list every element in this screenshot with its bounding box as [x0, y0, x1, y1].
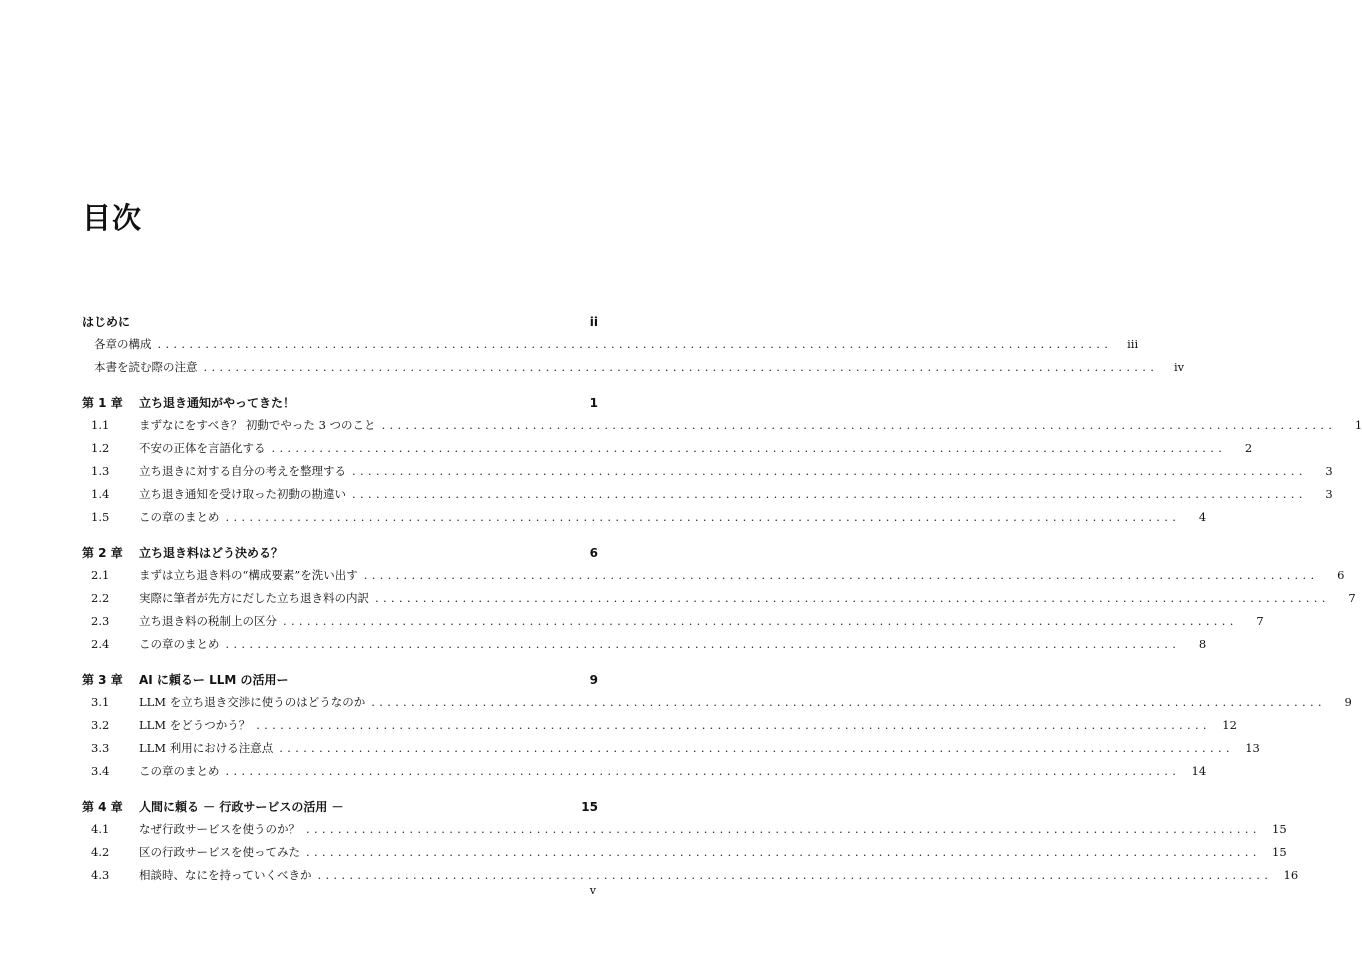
toc-leader-dots: ........................................................................................................................	[225, 510, 1181, 524]
chapter-title: AI に頼るー LLM の活用ー	[139, 673, 289, 687]
section-title: 実際に筆者が先方にだした立ち退き料の内訳	[139, 591, 369, 605]
toc-leader-dots: ........................................................................................................................	[256, 718, 1211, 732]
toc-subentry[interactable]	[82, 333, 1139, 356]
section-page: 8	[1198, 637, 1207, 651]
toc-leader-dots: ........................................................................................................................	[271, 441, 1227, 455]
section-number: 3.2	[91, 718, 110, 732]
toc-chapter-4	[82, 796, 1299, 887]
toc-leader-dots: ........................................................................................................................	[279, 741, 1234, 755]
section-title: 相談時、なにを持っていくべきか	[139, 868, 312, 882]
toc-leader-dots: ........................................................................................................................	[371, 695, 1326, 709]
section-title: 不安の正体を言語化する	[139, 441, 266, 455]
chapter-page: 9	[589, 673, 598, 687]
section-page: 15	[1272, 845, 1287, 859]
chapter-title: 立ち退き通知がやってきた！	[139, 396, 296, 410]
toc-leader-dots: ........................................................................................................................	[306, 845, 1261, 859]
toc-section[interactable]	[82, 691, 1352, 714]
toc-subentry-title: 各章の構成	[94, 337, 152, 351]
toc-subentry-title: 本書を読む際の注意	[94, 360, 198, 374]
toc-section[interactable]	[82, 633, 1207, 656]
toc-chapter-heading[interactable]	[82, 796, 598, 818]
section-number: 4.2	[91, 845, 110, 859]
toc-subentry[interactable]	[82, 356, 1185, 379]
section-page: 15	[1272, 822, 1287, 836]
section-number: 1.5	[91, 510, 110, 524]
section-number: 2.2	[91, 591, 110, 605]
page-title: 目次	[82, 201, 143, 235]
section-number: 2.1	[91, 568, 110, 582]
toc-leader-dots: ........................................................................................................................	[381, 418, 1337, 432]
toc-leader-dots: ........................................................................................................................	[375, 591, 1330, 605]
toc-chapter-heading[interactable]	[82, 542, 598, 564]
chapter-title: 立ち退き料はどう決める？	[139, 546, 284, 560]
section-title: まずは立ち退き料の“構成要素”を洗い出す	[139, 568, 358, 582]
toc-section[interactable]	[82, 483, 1333, 506]
section-page: 3	[1325, 487, 1333, 501]
section-page: 14	[1191, 764, 1207, 778]
toc-section[interactable]	[82, 864, 1299, 887]
section-number: 1.1	[91, 418, 110, 432]
chapter-label: 第 4 章	[82, 800, 123, 814]
section-page: 12	[1222, 718, 1237, 732]
toc-entry-page: ii	[589, 315, 598, 329]
chapter-title: 人間に頼る － 行政サービスの活用 －	[139, 800, 344, 814]
section-title: この章のまとめ	[139, 637, 220, 651]
section-number: 2.4	[91, 637, 110, 651]
toc-subentry-page: iii	[1127, 337, 1139, 351]
section-title: この章のまとめ	[139, 510, 220, 524]
section-page: 13	[1245, 741, 1260, 755]
toc-chapter-heading[interactable]	[82, 392, 598, 414]
toc-section[interactable]	[82, 760, 1207, 783]
section-page: 16	[1283, 868, 1299, 882]
toc-leader-dots: ........................................................................................................................	[306, 822, 1261, 836]
toc-leader-dots: ........................................................................................................................	[225, 637, 1181, 651]
table-of-contents	[82, 311, 1362, 900]
section-page: 4	[1198, 510, 1207, 524]
toc-entry-title: はじめに	[82, 315, 131, 329]
toc-leader-dots: ........................................................................................................................	[363, 568, 1319, 582]
section-title: LLM をどうつかう？	[139, 718, 251, 732]
section-page: 1	[1354, 418, 1362, 432]
toc-leader-dots: ........................................................................................................................	[157, 337, 1113, 351]
section-title: 立ち退き料の税制上の区分	[139, 614, 277, 628]
chapter-label: 第 1 章	[82, 396, 123, 410]
toc-entry-front[interactable]	[82, 311, 598, 333]
section-title: LLM 利用における注意点	[139, 741, 274, 755]
toc-section[interactable]	[82, 506, 1207, 529]
toc-section[interactable]	[82, 818, 1287, 841]
section-page: 6	[1337, 568, 1345, 582]
section-title: 立ち退きに対する自分の考えを整理する	[139, 464, 346, 478]
section-number: 1.3	[91, 464, 110, 478]
toc-section[interactable]	[82, 714, 1237, 737]
toc-chapter-2	[82, 542, 1356, 656]
toc-section[interactable]	[82, 414, 1362, 437]
section-number: 3.4	[91, 764, 110, 778]
section-number: 1.4	[91, 487, 110, 501]
toc-leader-dots: ........................................................................................................................	[352, 464, 1307, 478]
toc-leader-dots: ........................................................................................................................	[352, 487, 1307, 501]
toc-section[interactable]	[82, 610, 1264, 633]
chapter-label: 第 3 章	[82, 673, 123, 687]
section-page: 7	[1256, 614, 1264, 628]
toc-chapter-3	[82, 669, 1352, 783]
section-page: 3	[1325, 464, 1333, 478]
section-number: 3.3	[91, 741, 110, 755]
chapter-page: 1	[589, 396, 598, 410]
toc-section[interactable]	[82, 737, 1260, 760]
page-number: v	[589, 884, 596, 897]
toc-leader-dots: ........................................................................................................................	[283, 614, 1238, 628]
chapter-label: 第 2 章	[82, 546, 123, 560]
toc-front-matter	[82, 311, 1185, 379]
section-title: この章のまとめ	[139, 764, 220, 778]
toc-leader-dots: ........................................................................................................................	[225, 764, 1181, 778]
section-page: 2	[1244, 441, 1253, 455]
section-title: なぜ行政サービスを使うのか？	[139, 822, 300, 836]
toc-chapter-1	[82, 392, 1362, 529]
toc-section[interactable]	[82, 841, 1287, 864]
section-page: 7	[1348, 591, 1356, 605]
section-number: 4.1	[91, 822, 110, 836]
toc-section[interactable]	[82, 587, 1356, 610]
toc-section[interactable]	[82, 460, 1333, 483]
section-title: 立ち退き通知を受け取った初動の勘違い	[139, 487, 346, 501]
section-title: 区の行政サービスを使ってみた	[139, 845, 300, 859]
section-title: LLM を立ち退き交渉に使うのはどうなのか	[139, 695, 366, 709]
chapter-page: 15	[581, 800, 598, 814]
toc-subentry-page: iv	[1173, 360, 1185, 374]
section-title: まずなにをすべき？ 初動でやった 3 つのこと	[139, 418, 376, 432]
toc-chapter-heading[interactable]	[82, 669, 598, 691]
section-number: 2.3	[91, 614, 110, 628]
toc-section[interactable]	[82, 564, 1345, 587]
section-number: 3.1	[91, 695, 110, 709]
toc-leader-dots: ........................................................................................................................	[317, 868, 1273, 882]
toc-leader-dots: ........................................................................................................................	[203, 360, 1159, 374]
chapter-page: 6	[589, 546, 598, 560]
section-page: 9	[1344, 695, 1352, 709]
section-number: 4.3	[91, 868, 110, 882]
section-number: 1.2	[91, 441, 110, 455]
toc-section[interactable]	[82, 437, 1253, 460]
